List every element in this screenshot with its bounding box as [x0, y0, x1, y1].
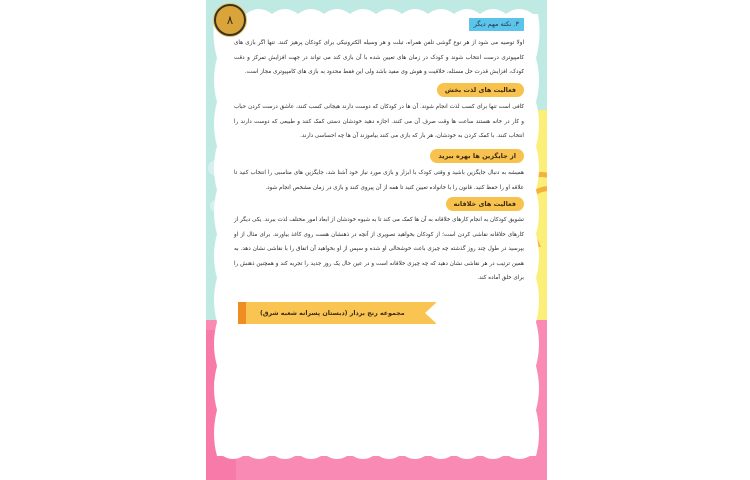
author-banner [238, 302, 436, 324]
section-heading: فعالیت های لذت بخش [437, 83, 524, 97]
section-heading: فعالیت های خلاقانه [446, 197, 524, 211]
document-page [206, 0, 547, 480]
author-banner-text: مجموعه رنج بردار (دبستان پسرانه شعبه شرق) [260, 309, 405, 317]
section-paragraph: همیشه به دنبال جایگزین باشید و وقتی کودک با ابزار و بازی مورد نیاز خود آشنا شد، جایگزین های مناسبی را انتخاب کنید تا علاقه او را حفظ کنید. قانون را با خانواده تعیین کنید تا همه از آن پیروی کنند و بازی در زمان مشخص انجام شود. [234, 170, 524, 191]
banner-notch [425, 302, 437, 324]
section-paragraph: تشویق کودکان به انجام کارهای خلاقانه به آن ها کمک می کند تا به شیوه خودشان از ابعاد امور مختلف لذت ببرند. یکی دیگر از کارهای خلاقانه نقاشی کردن است؛ از کودکان بخواهید تصویری از آنچه در ذهنشان هست روی کاغذ بیاورند. برای مثال از او بپرسید در طول چند روز گذشته چه چیزی باعث خوشحالی او شده و سپس از او بخواهید آن اتفاق را با نقاشی نشان دهد. به همین ترتیب در هر نقاشی نشان دهید که چه چیزی خلاقانه است و در عین حال یک روز جدید را تجربه کند و همچنین ذهنش را برای خلق آماده کند. [234, 217, 524, 281]
banner-accent [238, 302, 246, 324]
section-label: ۳. نکته مهم دیگر [469, 18, 524, 31]
intro-paragraph: اولا توصیه می شود از هر نوع گوشی تلفن همراه، تبلت و هر وسیله الکترونیکی برای کودکان پرهیز کنند. تنها اگر بازی های کامپیوتری درست انتخاب شوند و کودک در زمان های تعیین شده با آن بازی کند می تواند در جهت افزایش تمرکز و دقت کودک، افزایش قدرت حل مسئله، خلاقیت و هوش وی مفید باشد ولی این فقط محدود به بازی های کامپیوتری مجاز است. [234, 40, 524, 75]
section-heading: از جایگزین ها بهره ببرید [430, 149, 524, 163]
page-number-badge: ۸ [214, 4, 246, 36]
section-paragraph: کافی است تنها برای کسب لذت انجام شوند. آن ها در کودکان که دوست دارند هیجانی کسب کنند، عاشق درست کردن حباب و کار در خانه هستند ساعت ها وقت صرف آن می کنند. اجازه دهید خودشان دستی کمک کنند و طبیعی که دوست دارند را انتخاب کنند. با کمک کردن به خودشان، هر بار که بازی می کنند بیاموزند آن ها چه احساسی دارند. [234, 104, 524, 139]
